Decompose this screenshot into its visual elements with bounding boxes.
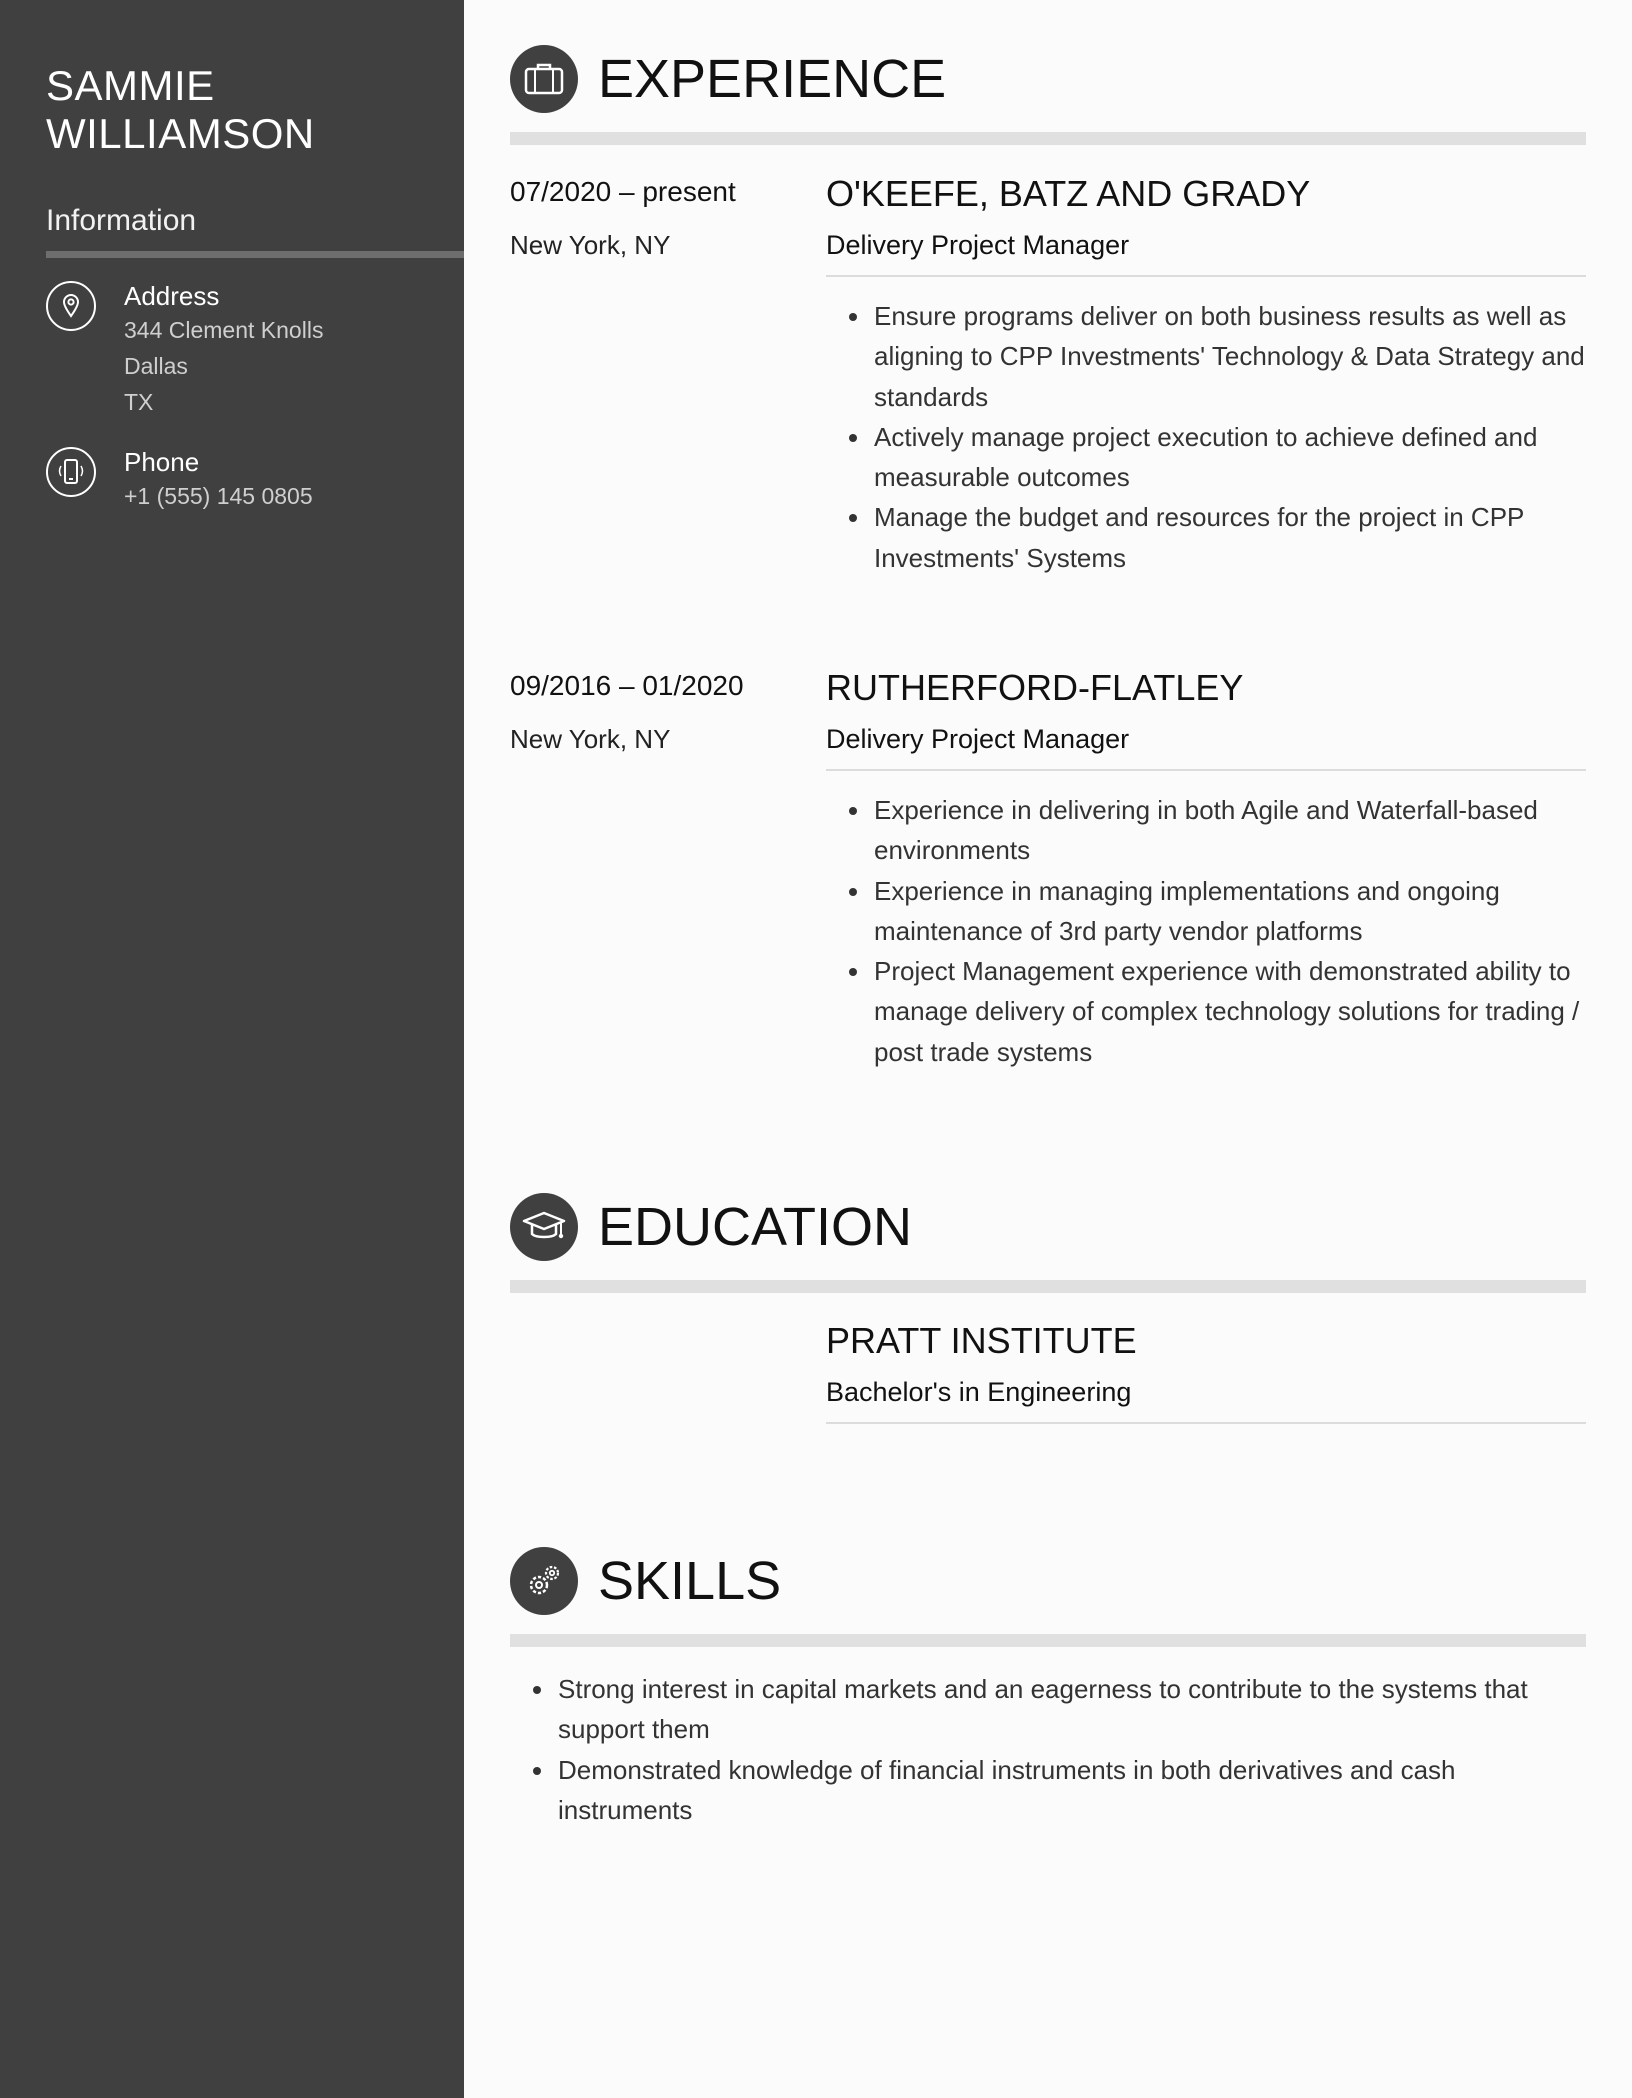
job-dates: 07/2020 – present [510,176,736,207]
education-school: PRATT INSTITUTE [826,1320,1137,1361]
candidate-name [46,62,315,158]
address-line-street: 344 Clement Knolls [124,317,324,343]
location-pin-icon [46,281,96,331]
last-name: WILLIAMSON [46,110,315,157]
skills-title: SKILLS [598,1551,782,1611]
job-bullet: Experience in delivering in both Agile and Waterfall-based environments [826,790,1586,871]
skill-item: Demonstrated knowledge of financial instruments in both derivatives and cash instruments [510,1750,1586,1831]
skills-divider [510,1634,1586,1647]
job-location: New York, NY [510,230,671,260]
phone-label: Phone [124,447,200,477]
first-name: SAMMIE [46,62,215,109]
job-divider [826,769,1586,771]
education-degree: Bachelor's in Engineering [826,1377,1132,1407]
job-bullet: Project Management experience with demonstrated ability to manage delivery of complex technology solutions for trading / post trade systems [826,951,1586,1072]
education-title: EDUCATION [598,1197,913,1257]
experience-divider [510,132,1586,145]
address-label: Address [124,281,220,311]
job-bullet: Actively manage project execution to achieve defined and measurable outcomes [826,417,1586,498]
sidebar [0,0,464,2098]
job-role: Delivery Project Manager [826,230,1130,260]
information-heading: Information [46,204,197,237]
job-company: RUTHERFORD-FLATLEY [826,667,1244,708]
job-bullets [826,296,1586,578]
job-company: O'KEEFE, BATZ AND GRADY [826,173,1311,214]
address-line-city: Dallas [124,353,188,379]
job-divider [826,275,1586,277]
phone-number: +1 (555) 145 0805 [124,483,313,509]
briefcase-icon [510,45,578,113]
mobile-phone-icon [46,447,96,497]
job-bullets [826,790,1586,1072]
job-bullet: Experience in managing implementations and ongoing maintenance of 3rd party vendor platforms [826,871,1586,952]
address-line-state: TX [124,389,154,415]
experience-title: EXPERIENCE [598,49,947,109]
education-divider [510,1280,1586,1293]
main-content [510,0,1586,2098]
job-dates: 09/2016 – 01/2020 [510,670,744,701]
gears-icon [510,1547,578,1615]
skills-list [510,1669,1586,1830]
information-divider [46,251,464,258]
skill-item: Strong interest in capital markets and an eagerness to contribute to the systems that support them [510,1669,1586,1750]
job-bullet: Manage the budget and resources for the project in CPP Investments' Systems [826,497,1586,578]
job-role: Delivery Project Manager [826,724,1130,754]
education-divider-line [826,1422,1586,1424]
job-bullet: Ensure programs deliver on both business results as well as aligning to CPP Investments' Technology & Data Strategy and standards [826,296,1586,417]
graduation-cap-icon [510,1193,578,1261]
job-location: New York, NY [510,724,671,754]
